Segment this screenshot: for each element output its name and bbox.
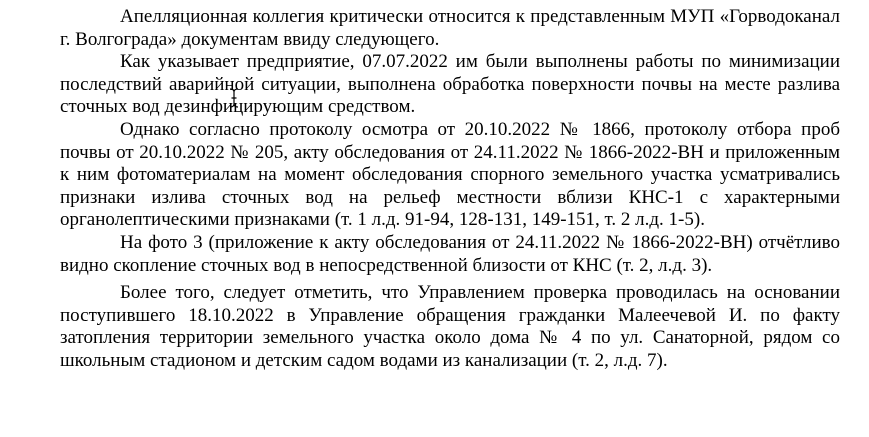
paragraph-4: На фото 3 (приложение к акту обследования от 24.11.2022 № 1866-2022-ВН) отчётливо видно скопление сточных вод в непосредственной близости от КНС (т. 2, л.д. 3). [60, 231, 840, 276]
paragraph-3: Однако согласно протоколу осмотра от 20.10.2022 № 1866, протоколу отбора проб почвы от 20.10.2022 № 205, акту обследования от 24.11.2022 № 1866-2022-ВН и приложенным к ним фотоматериалам на момент обследования спорного земельного участка усматривались признаки излива сточных вод на рельеф местности вблизи КНС-1 с характерными органолептическими признаками (т. 1 л.д. 91-94, 128-131, 149-151, т. 2 л.д. 1-5). [60, 118, 840, 231]
paragraph-2: Как указывает предприятие, 07.07.2022 им были выполнены работы по минимизации последствий аварийной ситуации, выполнена обработка поверхности почвы на месте разлива сточных вод дезинфицирующим средством. [60, 51, 840, 118]
document-body [60, 0, 840, 373]
i-beam-cursor-icon [228, 88, 240, 108]
paragraph-1: Апелляционная коллегия критически относится к представленным МУП «Горводоканал г. Волгограда» документам ввиду следующего. [60, 6, 840, 50]
paragraph-5: Более того, следует отметить, что Управлением проверка проводилась на основании поступившего 18.10.2022 в Управление обращения гражданки Малеечевой И. по факту затопления территории земельного участка около дома № 4 по ул. Санаторной, рядом со школьным стадионом и детским садом водами из канализации (т. 2, л.д. 7). [60, 282, 840, 371]
